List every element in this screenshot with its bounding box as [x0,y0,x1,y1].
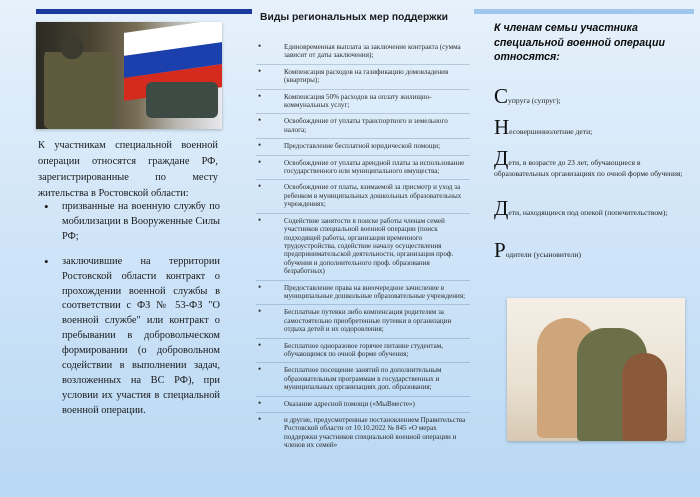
participant-criterion-item: • призванные на военную службу по мобилизации в Вооруженные Силы РФ; [38,200,220,245]
acrostic-letter: Д [494,196,509,220]
participants-list [38,200,220,429]
support-measure-item: • Компенсация расходов на газификацию домовладения (квартиры); [256,65,470,90]
family-member-text: ети, в возрасте до 23 лет, обучающиеся в образовательных организациях по очной форме обучения; [494,158,683,178]
support-measures-title: Виды региональных мер поддержки [260,12,448,23]
support-measure-item: • Компенсация 50% расходов на оплату жилищно-коммунальных услуг; [256,90,470,115]
family-member-text: упруга (супруг); [508,96,561,105]
participant-criterion-item: • заключившие на территории Ростовской области контракт о прохождении военной службы в соответствии с ФЗ № 53-ФЗ "О военной службе" или контракт о пребывании в добровольческом формировании (о добровольном содействии в выполнении задач, возложенных на ВС РФ), при условии их участия в специальной военной операции. [38,255,220,419]
support-measure-item: • Единовременная выплата за заключение контракта (сумма зависит от даты заключения); [256,40,470,65]
soldier-figure-image [44,30,114,129]
participants-intro-text: К участникам специальной военной операции относятся граждане РФ, зарегистрированные по месту жительства в Ростовской области: [38,140,218,199]
acrostic-letter: Н [494,115,510,139]
support-measure-item: • Освобождение от уплаты транспортного и земельного налога; [256,114,470,139]
support-measure-item: • Оказание адресной помощи («МыВместе») [256,397,470,413]
family-hug-photo [507,298,685,441]
acrostic-letter: Д [494,146,509,170]
family-member-text: есовершеннолетние дети; [509,127,593,136]
support-measure-item: • Освобождение от платы, взимаемой за присмотр и уход за ребенком в муниципальных дошкольных образовательных учреждениях; [256,180,470,213]
accent-bar [36,9,252,14]
support-measure-item: • и другие, предусмотренные постановлением Правительства Ростовской области от 10.10.2022 № 845 «О мерах поддержки участников специальной военной операции и членов их семей» [256,413,470,454]
family-member-text: ети, находящиеся под опекой (попечительством); [508,208,668,217]
child-figure-image [622,353,667,441]
support-measure-item: • Содействие занятости в поиске работы членам семей участников специальной военной операции (поиск подходящей работы, организация временного трудоустройства, содействие началу осуществления предпринимательской деятельности, организация проф. обучения и дополнительного проф. образования безработных) [256,214,470,281]
accent-bar-light [474,9,694,14]
family-members-title: К членам семьи участника специальной военной операции относятся: [494,22,665,63]
acrostic-letter: Р [494,238,506,262]
family-member-item [494,198,684,219]
family-member-item [494,117,684,138]
support-measure-item: • Предоставление права на внеочередное зачисление в муниципальные дошкольные образовательные учреждения; [256,281,470,306]
support-measure-item: • Предоставление бесплатной юридической помощи; [256,139,470,155]
acrostic-letter: С [494,84,509,108]
support-measure-item: • Бесплатное одноразовое горячее питание студентам, обучающимся по очной форме обучения; [256,339,470,364]
support-measures-list [256,40,470,454]
family-member-item [494,86,684,107]
support-measure-item: • Освобождение от уплаты арендной платы за использование государственного или муниципального имущества; [256,156,470,181]
support-measure-item: • Бесплатные путевки либо компенсация родителям за самостоятельно приобретенные путевки в организации отдыха детей и их оздоровления; [256,305,470,338]
support-measure-item: • Бесплатное посещение занятий по дополнительным образовательным программам в государственных и муниципальных организациях доп. образования; [256,363,470,396]
family-member-item [494,148,684,179]
family-member-item [494,240,684,261]
soldier-flag-photo [36,22,222,129]
armored-vehicle-image [146,82,218,118]
family-member-text: одители (усыновители) [505,250,582,259]
